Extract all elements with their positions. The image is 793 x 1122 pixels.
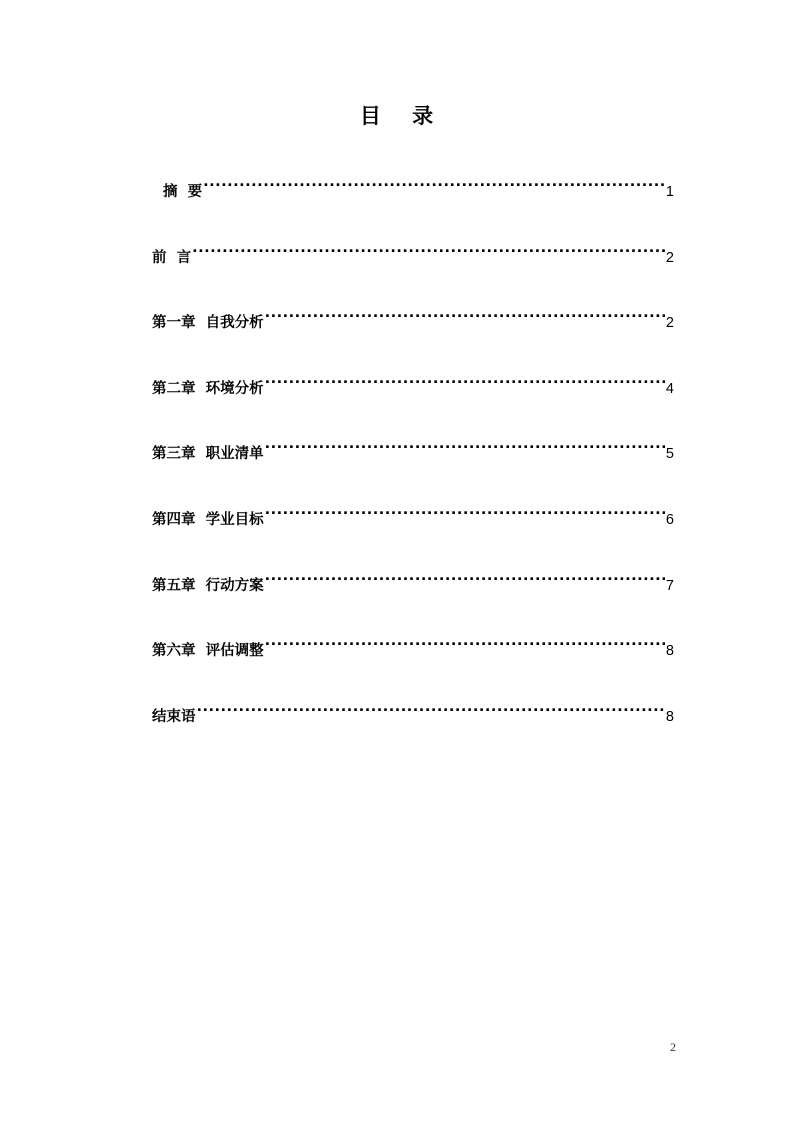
toc-entry-page: 2 [665,249,674,266]
toc-dot-leader [203,168,665,196]
toc-entry-abstract[interactable] [152,168,674,200]
toc-list [152,168,674,758]
toc-entry-preface[interactable] [152,234,674,266]
toc-entry-chapter-3[interactable] [152,430,674,463]
toc-entry-page: 8 [665,643,674,660]
toc-entry-page: 2 [665,315,674,332]
toc-dot-leader [197,693,665,721]
toc-dot-leader [265,562,665,590]
footer-page-number: 2 [670,1040,676,1054]
toc-entry-page: 5 [665,446,674,463]
toc-entry-chapter-1[interactable] [152,299,674,332]
toc-entry-label: 第三章 职业清单 [152,446,264,463]
toc-title: 目 录 [359,104,446,128]
toc-entry-page: 8 [665,708,674,725]
toc-entry-page: 7 [665,577,674,594]
toc-entry-page: 4 [665,380,674,397]
toc-entry-label: 第四章 学业目标 [152,511,264,528]
toc-dot-leader [265,365,665,393]
toc-dot-leader [265,496,665,524]
toc-entry-label: 第一章 自我分析 [152,315,264,332]
toc-entry-page: 6 [665,511,674,528]
toc-entry-page: 1 [665,184,674,200]
toc-entry-chapter-2[interactable] [152,365,674,397]
toc-dot-leader [265,430,665,458]
toc-entry-conclusion[interactable] [152,693,674,725]
toc-entry-label: 第二章 环境分析 [152,380,264,397]
toc-dot-leader [265,299,665,327]
toc-entry-label: 第六章 评估调整 [152,643,264,660]
toc-dot-leader [265,627,665,655]
toc-entry-chapter-5[interactable] [152,562,674,594]
toc-entry-label: 第五章 行动方案 [152,577,264,594]
toc-dot-leader [192,234,665,262]
toc-entry-label: 前 言 [152,249,192,266]
toc-entry-label: 摘 要 [163,184,203,200]
toc-entry-chapter-4[interactable] [152,496,674,528]
toc-entry-chapter-6[interactable] [152,627,674,660]
toc-entry-label: 结束语 [152,708,196,725]
